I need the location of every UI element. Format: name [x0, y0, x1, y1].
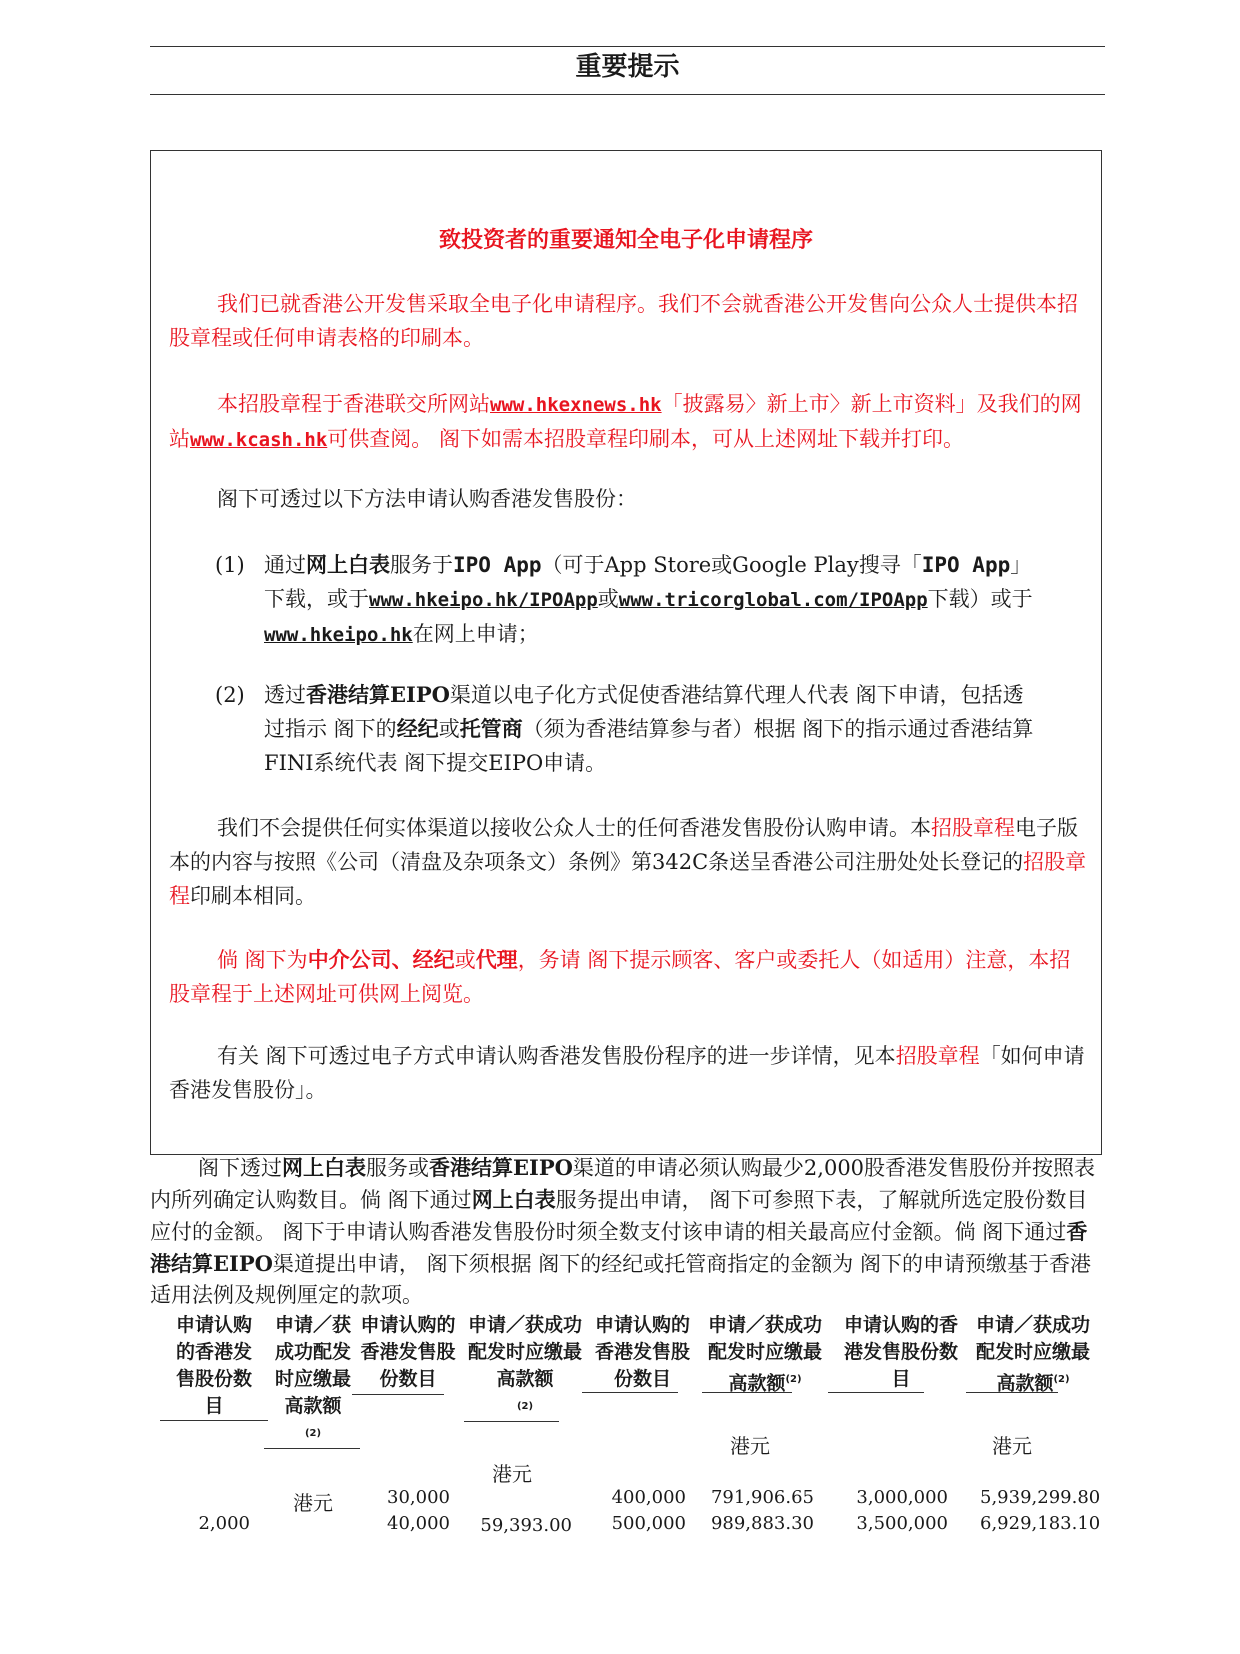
table-header-amount-4: 申请／获成功配发时应缴最高款额$^{(2)}$: [975, 1314, 1090, 1395]
table-header-shares-4: 申请认购的香港发售股份数目: [843, 1314, 958, 1390]
title-rule: [150, 94, 1105, 95]
table-cell: 3,500,000: [856, 1513, 948, 1534]
header-underline-4: [464, 1421, 559, 1422]
notice-paragraph-5: 倘 阁下为中介公司、经纪或代理，务请 阁下提示顾客、客户或委托人（如适用）注意，本招股章程于上述网址可供网上阅览。: [169, 947, 1071, 1006]
table-cell: 40,000: [387, 1513, 450, 1534]
table-header-shares-2: 申请认购的香港发售股份数目: [360, 1314, 456, 1390]
notice-paragraph-2: 本招股章程于香港联交所网站www.hkexnews.hk「披露易〉新上市〉新上市资料」及我们的网站www.kcash.hk可供查阅。 阁下如需本招股章程印刷本，可从上述网址下载并打印。: [169, 392, 1082, 451]
table-header-shares-3: 申请认购的香港发售股份数目: [594, 1314, 690, 1390]
header-underline-5: [582, 1392, 678, 1393]
notice-paragraph-4: 我们不会提供任何实体渠道以接收公众人士的任何香港发售股份认购申请。本招股章程电子版本的内容与按照《公司（清盘及杂项条文）条例》第342C条送呈香港公司注册处处长登记的招股章程印刷本相同。: [169, 816, 1087, 908]
unit-label-col8: 港元: [992, 1434, 1032, 1458]
table-cell: 6,929,183.10: [980, 1513, 1101, 1534]
header-underline-1: [160, 1420, 268, 1421]
table-cell: 59,393.00: [480, 1515, 572, 1536]
table-header-amount-3: 申请／获成功配发时应缴最高款额$^{(2)}$: [707, 1314, 822, 1395]
notice-paragraph-1: 我们已就香港公开发售采取全电子化申请程序。我们不会就香港公开发售向公众人士提供本招股章程或任何申请表格的印刷本。: [169, 292, 1078, 350]
page-title: 重要提示: [575, 52, 680, 82]
table-cell: 400,000: [611, 1487, 686, 1508]
hkeipo-app-link[interactable]: www.hkeipo.hk/IPOApp: [369, 589, 598, 611]
notice-heading: 致投资者的重要通知全电子化申请程序: [438, 227, 813, 253]
header-underline-8: [966, 1392, 1058, 1393]
table-header-amount-2: 申请／获成功配发时应缴最高款额 $^{(2)}$: [467, 1314, 582, 1412]
header-underline-3: [352, 1394, 444, 1395]
table-cell: 5,939,299.80: [980, 1487, 1101, 1508]
header-underline-7: [828, 1392, 924, 1393]
unit-label-col4: 港元: [492, 1462, 532, 1486]
notice-paragraph-6: 有关 阁下可透过电子方式申请认购香港发售股份程序的进一步详情，见本招股章程「如何申请香港发售股份」。: [169, 1044, 1085, 1102]
item-2-number: (2): [215, 683, 245, 707]
item-1-number: (1): [215, 553, 245, 577]
unit-label-col2: 港元: [293, 1491, 333, 1515]
notice-box: [150, 150, 1102, 1155]
table-cell: 989,883.30: [710, 1513, 814, 1534]
unit-label-col6: 港元: [730, 1434, 770, 1458]
header-underline-2: [264, 1448, 360, 1449]
hkexnews-link[interactable]: www.hkexnews.hk: [490, 394, 662, 416]
table-header-shares-1: 申请认购的香港发售股份数目: [175, 1314, 252, 1417]
table-cell: 500,000: [611, 1513, 686, 1534]
table-cell: 791,906.65: [710, 1487, 814, 1508]
item-1-text: 通过网上白表服务于IPO App（可于App Store或Google Play搜寻「IPO App」下载，或于www.hkeipo.hk/IPOApp或www.tricorglobal.com/IPOApp下载）或于www.hkeipo.hk在网上申请；: [264, 552, 1033, 646]
kcash-link[interactable]: www.kcash.hk: [190, 429, 328, 451]
table-cell: 3,000,000: [856, 1487, 948, 1508]
table-cell: 2,000: [198, 1513, 250, 1534]
header-underline-6: [702, 1392, 792, 1393]
body-paragraph: 阁下透过网上白表服务或香港结算EIPO渠道的申请必须认购最少2,000股香港发售股份并按照表内所列确定认购数目。倘 阁下通过网上白表服务提出申请， 阁下可参照下表，了解就所选定股份数目应付的金额。 阁下于申请认购香港发售股份时须全数支付该申请的相关最高应付金额。倘 阁下通过香港结算EIPO渠道提出申请， 阁下须根据 阁下的经纪或托管商指定的金额为 阁下的申请预缴基于香港适用法例及规例厘定的款项。: [150, 1155, 1096, 1307]
table-cell: 30,000: [387, 1487, 450, 1508]
table-header-amount-1: 申请／获成功配发时应缴最高款额 $^{(2)}$: [274, 1314, 351, 1439]
item-2-text: 透过香港结算EIPO渠道以电子化方式促使香港结算代理人代表 阁下申请，包括透过指示 阁下的经纪或托管商（须为香港结算参与者）根据 阁下的指示通过香港结算FINI系统代表 阁下提交EIPO申请。: [264, 682, 1034, 775]
tricor-app-link[interactable]: www.tricorglobal.com/IPOApp: [618, 589, 928, 611]
notice-paragraph-3: 阁下可透过以下方法申请认购香港发售股份：: [217, 487, 637, 511]
hkeipo-link[interactable]: www.hkeipo.hk: [264, 624, 413, 646]
